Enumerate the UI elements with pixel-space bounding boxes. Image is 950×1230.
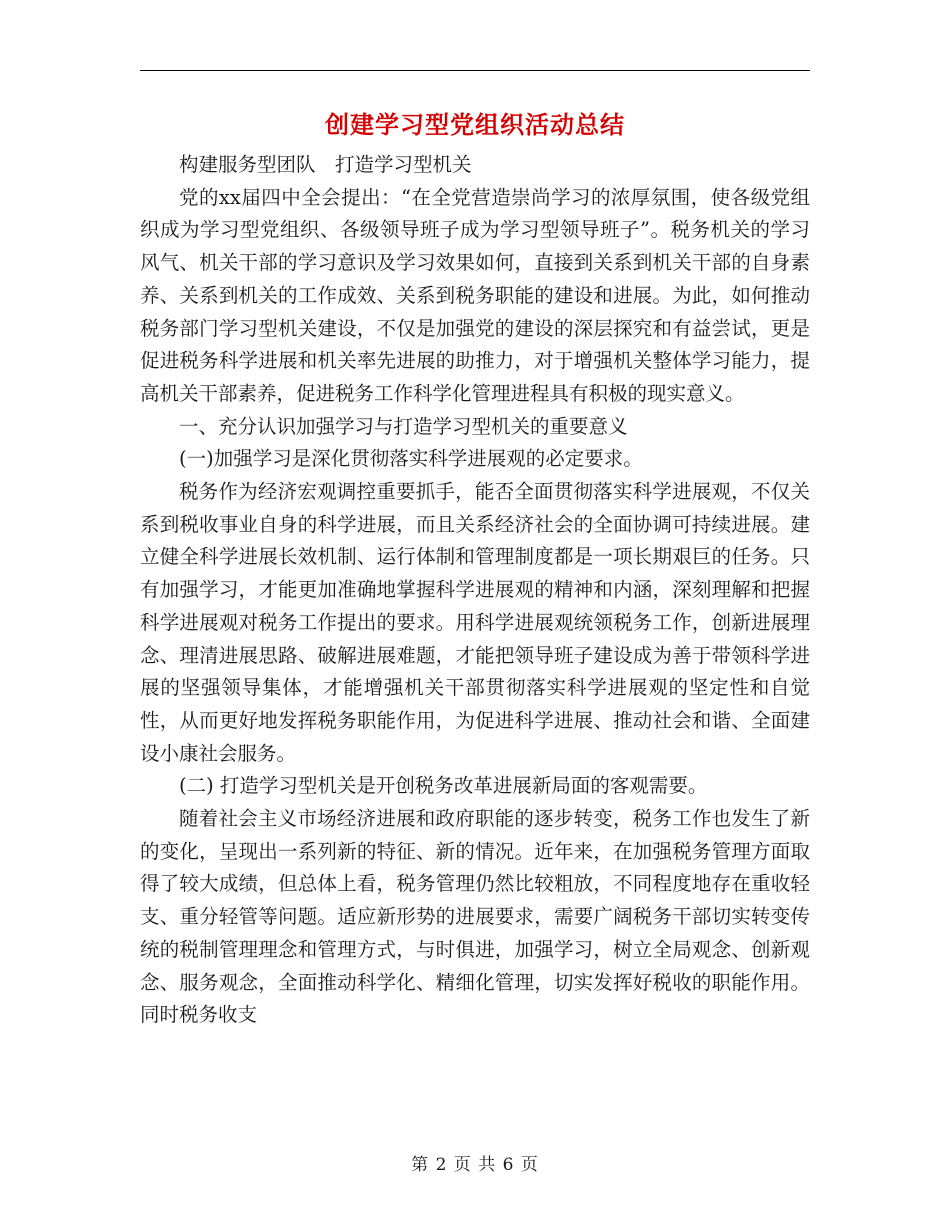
- document-title: 创建学习型党组织活动总结: [325, 111, 625, 139]
- document-body: [140, 149, 810, 1032]
- subsection-heading-1: (一)加强学习是深化贯彻落实科学进展观的必定要求。: [179, 447, 643, 471]
- paragraph-intro: 党的xx届四中全会提出：“在全党营造崇尚学习的浓厚氛围，使各级党组织成为学习型党组织、各级领导班子成为学习型领导班子”。税务机关的学习风气、机关干部的学习意识及学习效果如何，直接到关系到机关干部的自身素养、关系到机关的工作成效、关系到税务职能的建设和进展。为此，如何推动税务部门学习型机关建设，不仅是加强党的建设的深层探究和有益尝试，更是促进税务科学进展和机关率先进展的助推力，对于增强机关整体学习能力，提高机关干部素养，促进税务工作科学化管理进程具有积极的现实意义。: [140, 185, 810, 405]
- subsection-heading-2: (二) 打造学习型机关是开创税务改革进展新局面的客观需要。: [179, 774, 708, 798]
- header-rule: [140, 70, 810, 71]
- page-number: 第 2 页 共 6 页: [411, 1155, 539, 1175]
- paragraph-subtitle: 构建服务型团队 打造学习型机关: [179, 153, 472, 176]
- paragraph-body-1: 税务作为经济宏观调控重要抓手，能否全面贯彻落实科学进展观，不仅关系到税收事业自身的科学进展，而且关系经济社会的全面协调可持续进展。建立健全科学进展长效机制、运行体制和管理制度都是一项长期艰巨的任务。只有加强学习，才能更加准确地掌握科学进展观的精神和内涵，深刻理解和把握科学进展观对税务工作提出的要求。用科学进展观统领税务工作，创新进展理念、理清进展思路、破解进展难题，才能把领导班子建设成为善于带领科学进展的坚强领导集体，才能增强机关干部贯彻落实科学进展观的坚定性和自觉性，从而更好地发挥税务职能作用，为促进科学进展、推动社会和谐、全面建设小康社会服务。: [140, 480, 810, 765]
- section-heading-1: 一、充分认识加强学习与打造学习型机关的重要意义: [179, 414, 628, 438]
- paragraph-body-2: 随着社会主义市场经济进展和政府职能的逐步转变，税务工作也发生了新的变化，呈现出一系列新的特征、新的情况。近年来，在加强税务管理方面取得了较大成绩，但总体上看，税务管理仍然比较粗放，不同程度地存在重收轻支、重分轻管等问题。适应新形势的进展要求，需要广阔税务干部切实转变传统的税制管理理念和管理方式，与时俱进，加强学习，树立全局观念、创新观念、服务观念，全面推动科学化、精细化管理，切实发挥好税收的职能作用。同时税务收支: [140, 807, 810, 1027]
